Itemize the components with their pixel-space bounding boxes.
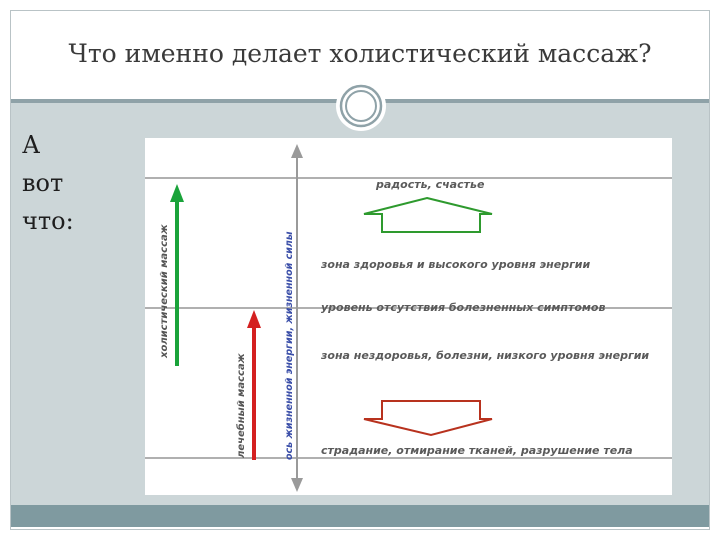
down-block-arrow-icon — [364, 401, 492, 435]
axis-arrow-down-icon — [291, 478, 303, 492]
level-label-suffering: страдание, отмирание тканей, разрушение тела — [321, 444, 633, 457]
level-label-no-symptoms: уровень отсутствия болезненных симптомов — [321, 301, 606, 314]
level-label-illness-zone: зона нездоровья, болезни, низкого уровня энергии — [321, 349, 650, 362]
energy-diagram — [145, 138, 672, 495]
body-text — [22, 126, 74, 240]
body-line: вот — [22, 169, 64, 197]
up-block-arrow-icon — [364, 198, 492, 232]
therapeutic-arrow-head-icon — [247, 310, 261, 328]
slide-title: Что именно делает холистический массаж? — [68, 39, 652, 68]
level-label-health-zone: зона здоровья и высокого уровня энергии — [321, 258, 591, 271]
diagram-graphics — [145, 138, 672, 495]
holistic-massage-label: холистический массаж — [159, 224, 170, 358]
bottom-bar — [11, 505, 709, 527]
body-line: что: — [22, 207, 74, 235]
body-line: А — [22, 131, 41, 159]
circle-ornament-icon — [336, 81, 386, 131]
energy-axis-label: ось жизненной энергии, жизненной силы — [284, 231, 295, 460]
axis-arrow-up-icon — [291, 144, 303, 158]
holistic-arrow-head-icon — [170, 184, 184, 202]
level-label-joy: радость, счастье — [376, 178, 485, 191]
therapeutic-massage-label: лечебный массаж — [236, 353, 247, 458]
